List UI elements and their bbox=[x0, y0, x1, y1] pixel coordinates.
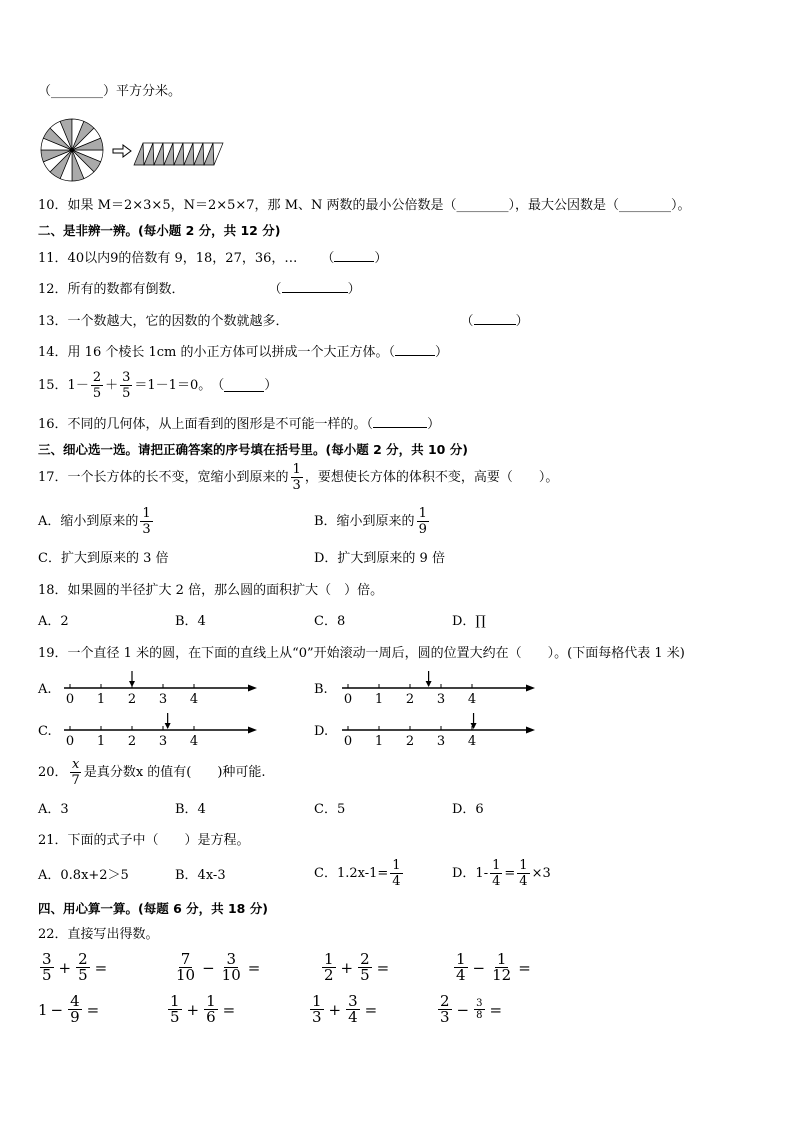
q15-answer-blank[interactable] bbox=[224, 379, 264, 392]
q18-option-b[interactable]: B．4 bbox=[175, 614, 206, 629]
axis-arrowhead bbox=[248, 727, 257, 734]
q19-option-a-label[interactable]: A. bbox=[38, 682, 52, 697]
q20-option-d[interactable]: D．6 bbox=[452, 802, 484, 817]
q16-answer-blank[interactable] bbox=[373, 415, 427, 428]
q16-paren-right: ） bbox=[427, 417, 441, 432]
q19-option-d-numberline[interactable] bbox=[338, 710, 538, 748]
section-4-heading: 四、用心算一算。(每题 6 分，共 18 分) bbox=[38, 901, 268, 916]
tick-label: 0 bbox=[343, 692, 353, 706]
q21: 21．下面的式子中（ ）是方程。 bbox=[38, 833, 250, 848]
tick-label: 2 bbox=[405, 734, 415, 748]
q19-option-d-label[interactable]: D. bbox=[314, 724, 329, 739]
q16-paren-left: （ bbox=[366, 417, 374, 432]
calc-expr-5: 1 − $\frac{4}{9}$ = bbox=[38, 992, 100, 1026]
q11-paren-right: ） bbox=[374, 251, 388, 266]
q17-pre: 17．一个长方体的长不变，宽缩小到原来的 bbox=[38, 469, 289, 485]
tick-label: 4 bbox=[467, 734, 477, 748]
q9-tail: （________）平方分米。 bbox=[38, 84, 182, 99]
tick-label: 4 bbox=[467, 692, 477, 706]
tick-label: 4 bbox=[189, 734, 199, 748]
arrow-icon bbox=[113, 145, 131, 157]
tick-label: 1 bbox=[96, 734, 106, 748]
tick-label: 4 bbox=[189, 692, 199, 706]
q19-option-b-label[interactable]: B. bbox=[314, 682, 328, 697]
q12-paren-left: （ bbox=[268, 282, 282, 297]
tick-label: 1 bbox=[374, 734, 384, 748]
q19-option-c-numberline[interactable] bbox=[60, 710, 260, 748]
tick-label: 0 bbox=[343, 734, 353, 748]
q17-option-a[interactable]: A．缩小到原来的 $\frac{1}{3}$ bbox=[38, 506, 151, 537]
q17-option-d[interactable]: D．扩大到原来的 9 倍 bbox=[314, 551, 445, 566]
q19-option-c-label[interactable]: C. bbox=[38, 724, 52, 739]
q15-fraction-1: $\frac{2}{5}$ bbox=[92, 370, 102, 401]
tick-label: 1 bbox=[374, 692, 384, 706]
q12 bbox=[38, 280, 361, 299]
q21-option-c-fraction: $\frac{1}{4}$ bbox=[392, 858, 401, 889]
q14-answer-blank[interactable] bbox=[395, 343, 435, 356]
q19-option-b-numberline[interactable] bbox=[338, 668, 538, 706]
q16 bbox=[38, 415, 440, 434]
section-3-heading: 三、细心选一选。请把正确答案的序号填在括号里。(每小题 2 分，共 10 分) bbox=[38, 442, 468, 457]
q21-option-c[interactable]: C．1.2x-1= $\frac{1}{4}$ bbox=[314, 858, 401, 889]
q20-fraction: $\frac{x}{7}$ bbox=[71, 757, 80, 788]
q20 bbox=[38, 757, 266, 788]
tick-label: 0 bbox=[65, 734, 75, 748]
q18-option-c[interactable]: C．8 bbox=[314, 614, 346, 629]
q11-text: 11．40以内9的倍数有 9，18，27，36，… bbox=[38, 251, 298, 266]
q15-plus: ＋ bbox=[105, 377, 119, 393]
q12-answer-blank[interactable] bbox=[282, 280, 348, 293]
q13-paren-left: （ bbox=[460, 314, 474, 329]
q11 bbox=[38, 249, 387, 268]
q17-option-a-fraction: $\frac{1}{3}$ bbox=[142, 506, 151, 537]
q21-option-d[interactable]: D．1- $\frac{1}{4}$ = $\frac{1}{4}$ ×3 bbox=[452, 858, 551, 889]
tick-label: 3 bbox=[158, 692, 168, 706]
q14-paren-left: （ bbox=[388, 345, 396, 360]
tick-label: 1 bbox=[96, 692, 106, 706]
q20-option-a[interactable]: A．3 bbox=[38, 802, 69, 817]
axis-arrowhead bbox=[526, 727, 535, 734]
q12-text: 12．所有的数都有倒数． bbox=[38, 282, 185, 297]
q17 bbox=[38, 462, 558, 493]
calc-expr-1: $\frac{3}{5}$ + $\frac{2}{5}$ = bbox=[42, 950, 108, 984]
q21-option-d-fraction-2: $\frac{1}{4}$ bbox=[519, 858, 528, 889]
axis-arrowhead bbox=[248, 685, 257, 692]
q11-answer-blank[interactable] bbox=[334, 249, 374, 262]
q19: 19．一个直径 1 米的圆，在下面的直线上从“0”开始滚动一周后，圆的位置大约在（ ）。(下面每格代表 1 米) bbox=[38, 646, 685, 661]
axis-arrowhead bbox=[526, 685, 535, 692]
q17-option-c[interactable]: C．扩大到原来的 3 倍 bbox=[38, 551, 169, 566]
q14-text: 14．用 16 个棱长 1cm 的小正方体可以拼成一个大正方体。 bbox=[38, 345, 389, 360]
q19-option-a-numberline[interactable] bbox=[60, 668, 260, 706]
tick-label: 3 bbox=[158, 734, 168, 748]
q15-paren-left: （ bbox=[211, 377, 225, 393]
q12-paren-right: ） bbox=[347, 282, 361, 297]
calc-expr-3: $\frac{1}{2}$ + $\frac{2}{5}$ = bbox=[324, 950, 390, 984]
q14 bbox=[38, 343, 448, 362]
position-arrowhead bbox=[426, 681, 432, 687]
q13-text: 13．一个数越大，它的因数的个数就越多． bbox=[38, 314, 289, 329]
q15-fraction-2: $\frac{3}{5}$ bbox=[122, 370, 131, 401]
circle-rearrange-figure bbox=[40, 115, 225, 185]
tick-label: 0 bbox=[65, 692, 75, 706]
rearranged-sector bbox=[134, 143, 144, 165]
calc-expr-6: $\frac{1}{5}$ + $\frac{1}{6}$ = bbox=[170, 992, 236, 1026]
q18-option-d[interactable]: D．∏ bbox=[452, 614, 486, 629]
rearranged-shape bbox=[134, 143, 223, 165]
tick-label: 2 bbox=[127, 692, 137, 706]
q21-option-a[interactable]: A．0.8x+2＞5 bbox=[38, 868, 129, 883]
sectored-circle bbox=[41, 119, 103, 181]
q15-pre: 15．1－ bbox=[38, 377, 89, 393]
tick-label: 2 bbox=[405, 692, 415, 706]
q18-option-a[interactable]: A．2 bbox=[38, 614, 69, 629]
q21-option-b[interactable]: B．4x-3 bbox=[175, 868, 226, 883]
tick-label: 3 bbox=[436, 692, 446, 706]
q15-post: ＝1－1＝0。 bbox=[134, 377, 212, 393]
q22: 22．直接写出得数。 bbox=[38, 927, 159, 942]
position-arrowhead bbox=[129, 681, 135, 687]
calc-expr-7: $\frac{1}{3}$ + $\frac{3}{4}$ = bbox=[312, 992, 378, 1026]
q15 bbox=[38, 370, 277, 401]
q14-paren-right: ） bbox=[435, 345, 449, 360]
calc-expr-4: $\frac{1}{4}$ − $\frac{1}{12}$ = bbox=[456, 950, 531, 984]
q11-paren-left: （ bbox=[321, 251, 335, 266]
q20-post: 是真分数x 的值有( )种可能. bbox=[83, 764, 266, 780]
q20-pre: 20． bbox=[38, 764, 68, 780]
q17-fraction: $\frac{1}{3}$ bbox=[292, 462, 301, 493]
tick-label: 2 bbox=[127, 734, 137, 748]
q16-text: 16．不同的几何体，从上面看到的图形是不可能一样的。 bbox=[38, 417, 367, 432]
q17-option-b[interactable]: B．缩小到原来的 $\frac{1}{9}$ bbox=[314, 506, 427, 537]
q18: 18．如果圆的半径扩大 2 倍，那么圆的面积扩大（ ）倍。 bbox=[38, 583, 384, 598]
calc-expr-8: $\frac{2}{3}$ − $\frac{3}{8}$ = bbox=[440, 992, 503, 1026]
q10: 10．如果 M＝2×3×5，N＝2×5×7，那 M、N 两数的最小公倍数是（________），最大公因数是（________）。 bbox=[38, 198, 691, 213]
rearranged-sector bbox=[213, 143, 223, 165]
q13-answer-blank[interactable] bbox=[474, 312, 516, 325]
calc-expr-2: $\frac{7}{10}$ − $\frac{3}{10}$ = bbox=[176, 950, 261, 984]
q17-post: ，要想使长方体的体积不变，高要（ ）。 bbox=[304, 469, 559, 485]
q15-paren-right: ） bbox=[264, 377, 278, 393]
q21-option-d-fraction-1: $\frac{1}{4}$ bbox=[492, 858, 501, 889]
position-arrowhead bbox=[165, 723, 171, 729]
position-arrowhead bbox=[471, 723, 477, 729]
q17-option-b-fraction: $\frac{1}{9}$ bbox=[418, 506, 427, 537]
q13 bbox=[38, 312, 529, 331]
tick-label: 3 bbox=[436, 734, 446, 748]
q20-option-c[interactable]: C．5 bbox=[314, 802, 346, 817]
q20-option-b[interactable]: B．4 bbox=[175, 802, 206, 817]
q13-paren-right: ） bbox=[515, 314, 529, 329]
section-2-heading: 二、是非辨一辨。(每小题 2 分，共 12 分) bbox=[38, 223, 281, 238]
